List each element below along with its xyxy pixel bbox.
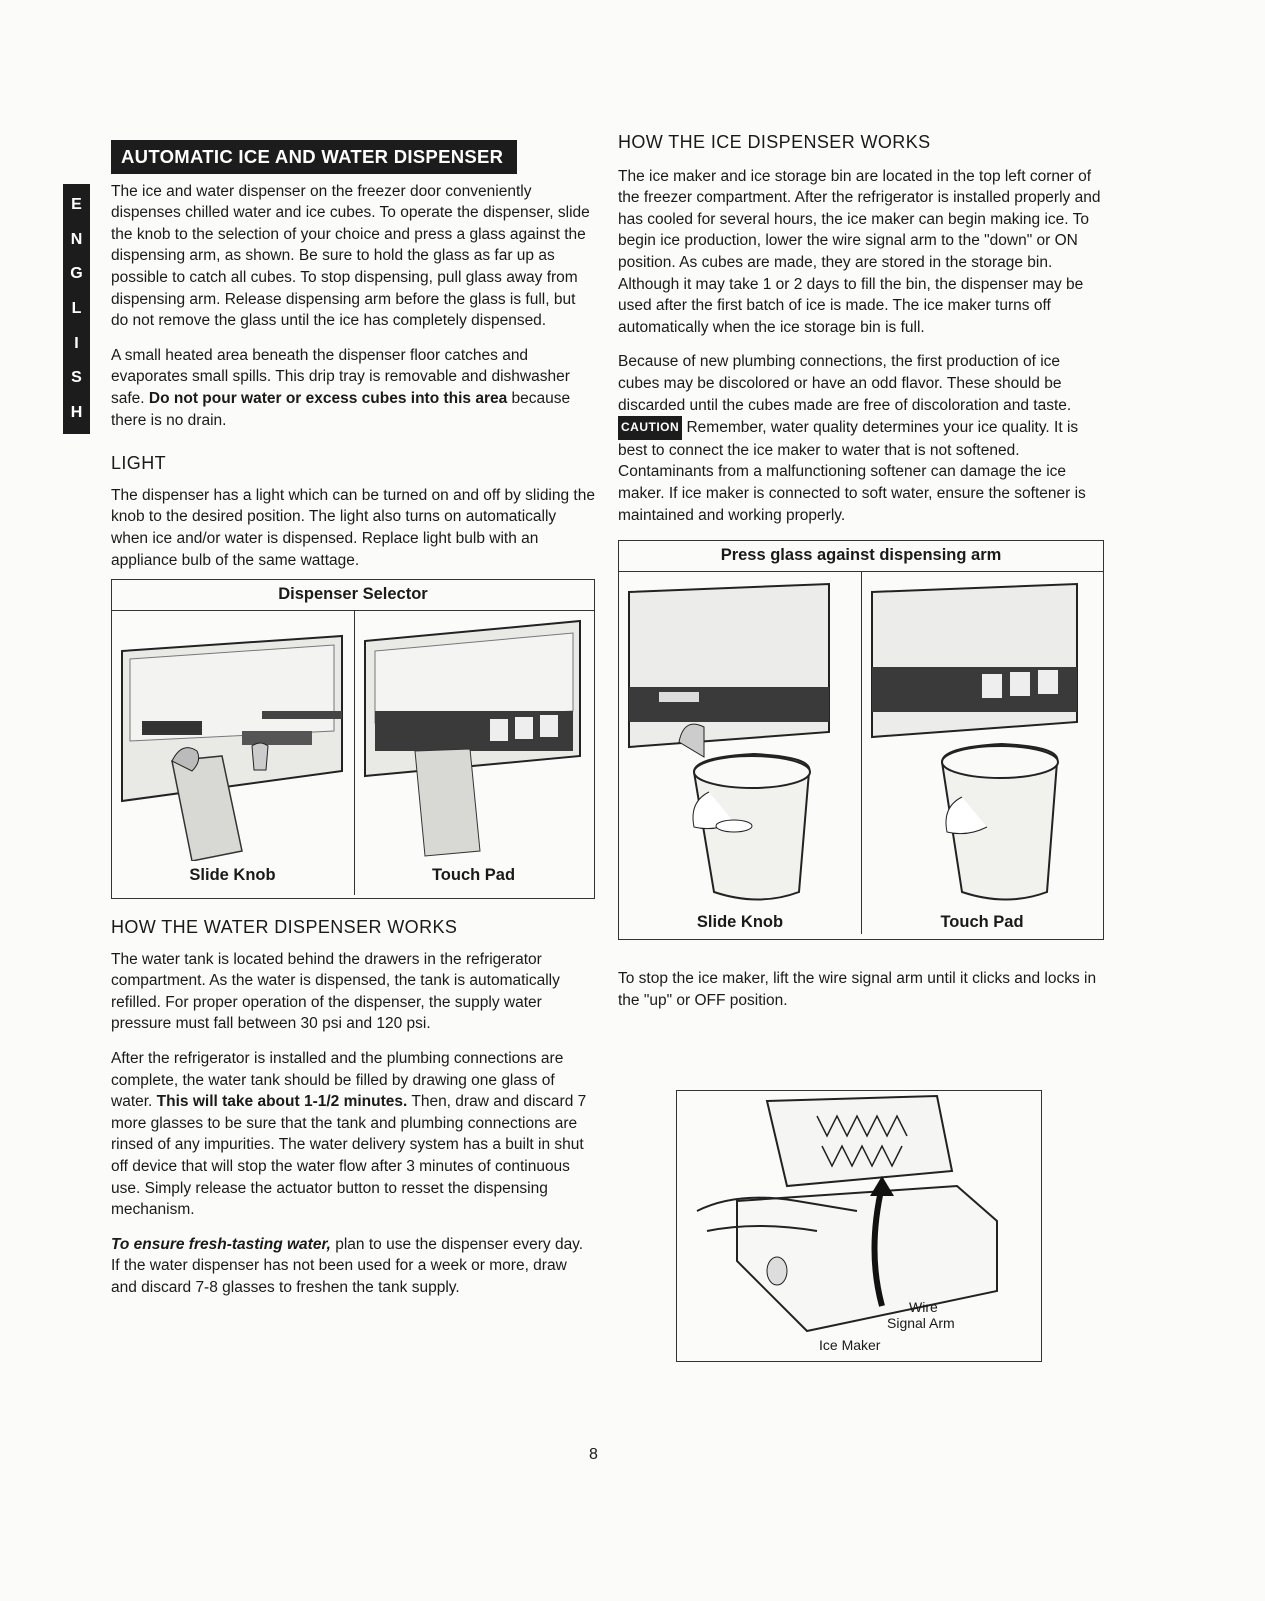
stop-ice-maker-text: To stop the ice maker, lift the wire signal arm until it clicks and locks in the "up" or OFF position.: [618, 970, 1097, 1009]
side-tab-letter: G: [70, 265, 83, 283]
signal-arm-label: Signal Arm: [887, 1315, 955, 1331]
ice-paragraph-2: Because of new plumbing connections, the first production of ice cubes may be discolored or have an odd flavor. These should be discarded until the cubes made are free of discoloration and taste. CAUTION Remember, water quality determines your ice quality. It is best to connect the ice maker to water that is not softened. Contaminants from a malfunctioning softener can damage the ice maker. If ice maker is connected to soft water, ensure the softener is maintained and working properly.: [618, 353, 1086, 524]
press-glass-figure: [618, 540, 1104, 940]
water-dispenser-heading: HOW THE WATER DISPENSER WORKS: [111, 917, 458, 938]
light-paragraph: The dispenser has a light which can be turned on and off by sliding the knob to the desired position. The light also turns on automatically when ice and/or water is dispensed. Replace light bulb with an appliance bulb of the same wattage.: [111, 486, 595, 569]
dispenser-touch-pad-illustration: [355, 611, 597, 861]
glass-touch-pad-illustration: [862, 572, 1098, 902]
section-heading: AUTOMATIC ICE AND WATER DISPENSER: [111, 140, 517, 174]
ice-maker-illustration: [677, 1091, 1041, 1361]
water-paragraph-3: To ensure fresh-tasting water, plan to use the dispenser every day. If the water dispenser has not been used for a week or more, draw and discard 7-8 glasses to freshen the tank supply.: [111, 1235, 584, 1296]
side-tab-letter: L: [71, 299, 82, 317]
side-tab-letter: E: [71, 196, 82, 214]
touch-pad-photo: [355, 611, 597, 895]
ice-paragraph-1: The ice maker and ice storage bin are located in the top left corner of the freezer compartment. After the refrigerator is installed properly and has cooled for several hours, the ice maker can begin making ice. To begin ice production, lower the wire signal arm to the "down" or ON position. As cubes are made, they are stored in the storage bin. Although it may take 1 or 2 days to fill the bin, the dispenser may be used after the first batch of ice is made. The ice maker turns off automatically when the ice storage bin is full.: [618, 167, 1101, 336]
caption-slide-knob: Slide Knob: [696, 912, 784, 931]
right-column: [618, 132, 1104, 1011]
caption-touch-pad: Touch Pad: [940, 912, 1024, 931]
wire-label: Wire: [909, 1299, 938, 1315]
left-column: [111, 140, 595, 1299]
ice-maker-figure: [676, 1090, 1042, 1362]
caption-touch-pad: Touch Pad: [431, 865, 516, 884]
dispenser-selector-figure: [111, 579, 595, 899]
figure-title: Press glass against dispensing arm: [720, 546, 1002, 565]
dispenser-slide-knob-illustration: [112, 611, 354, 861]
touch-pad-glass-photo: [862, 572, 1104, 934]
ice-dispenser-heading: HOW THE ICE DISPENSER WORKS: [618, 132, 931, 152]
drip-tray-paragraph: A small heated area beneath the dispenser floor catches and evaporates small spills. This drip tray is removable and dishwasher safe. Do not pour water or excess cubes into this area because there is no drain.: [111, 346, 571, 429]
side-tab-letter: H: [70, 403, 83, 421]
ice-maker-label: Ice Maker: [819, 1337, 881, 1353]
caption-slide-knob: Slide Knob: [189, 865, 276, 884]
side-tab-letter: S: [71, 369, 82, 387]
figure-title: Dispenser Selector: [278, 585, 428, 604]
intro-paragraph: The ice and water dispenser on the freezer door conveniently dispenses chilled water and ice cubes. To operate the dispenser, slide the knob to the selection of your choice and press a glass against the dispensing arm, as shown. Be sure to hold the glass as far up as possible to catch all cubes. To stop dispensing, pull glass away from dispensing arm. Release dispensing arm before the glass is full, but do not remove the glass until the ice has completely dispensed.: [111, 182, 590, 330]
side-tab-letter: I: [74, 334, 79, 352]
page-number: 8: [589, 1446, 598, 1463]
glass-dispensing-illustration: [619, 572, 855, 902]
side-tab-letter: N: [70, 230, 83, 248]
slide-knob-glass-photo: [619, 572, 862, 934]
caution-badge: CAUTION: [618, 416, 682, 440]
slide-knob-photo: [112, 611, 355, 895]
water-paragraph-2: After the refrigerator is installed and the plumbing connections are complete, the water tank should be filled by drawing one glass of water. This will take about 1-1/2 minutes. Then, draw and discard 7 more glasses to be sure that the tank and plumbing connections are rinsed of any impurities. The water delivery system has a built in shut off device that will stop the water flow after 3 minutes of continuous use. Simply release the actuator button to resset the dispensing mechanism.: [111, 1050, 587, 1219]
language-side-tab: [63, 184, 90, 434]
light-heading: LIGHT: [111, 453, 167, 474]
water-paragraph-1: The water tank is located behind the drawers in the refrigerator compartment. As the water is dispensed, the tank is automatically refilled. For proper operation of the dispenser, the supply water pressure must fall between 30 psi and 120 psi.: [111, 950, 560, 1033]
